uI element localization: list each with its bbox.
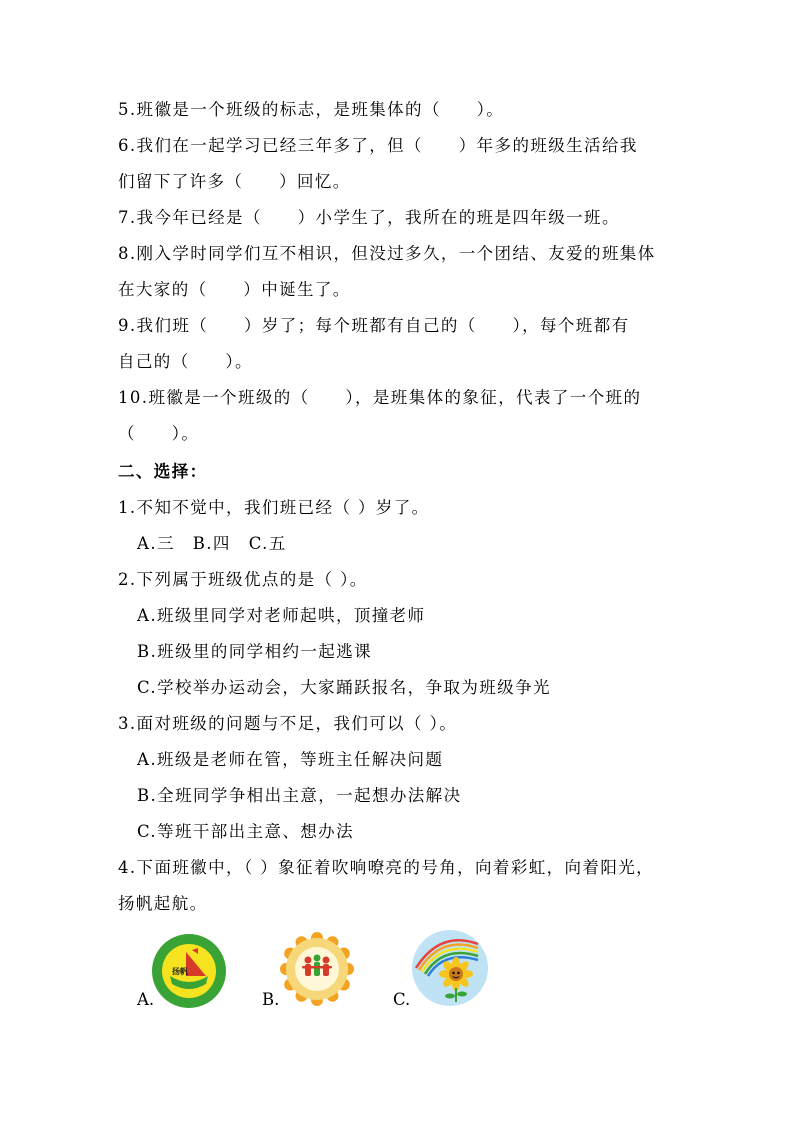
question-3-stem: 3.面对班级的问题与不足，我们可以（ ）。: [118, 714, 458, 733]
emblem-a-text: 扬帆: [172, 967, 188, 976]
fill-blank-line-4: 7.我今年已经是（ ）小学生了，我所在的班是四年级一班。: [118, 208, 620, 227]
fill-blank-line-6: 在大家的（ ）中诞生了。: [118, 280, 351, 299]
fill-blank-line-1: 5.班徽是一个班级的标志，是班集体的（ ）。: [118, 100, 505, 119]
emblem-a-label: A.: [137, 990, 155, 1009]
fill-blank-line-2: 6.我们在一起学习已经三年多了，但（ ）年多的班级生活给我: [118, 136, 638, 155]
fill-blank-line-9: 10.班徽是一个班级的（ ），是班集体的象征，代表了一个班的: [118, 388, 642, 407]
emblem-a-image: [150, 932, 228, 1010]
fill-blank-line-10: （ ）。: [118, 424, 200, 443]
question-2-option-c: C.学校举办运动会，大家踊跃报名，争取为班级争光: [137, 678, 551, 697]
question-3-option-b: B.全班同学争相出主意，一起想办法解决: [137, 786, 462, 805]
question-3-option-a: A.班级是老师在管，等班主任解决问题: [137, 750, 444, 769]
fill-blank-line-5: 8.刚入学时同学们互不相识，但没过多久，一个团结、友爱的班集体: [118, 244, 656, 263]
question-2-option-b: B.班级里的同学相约一起逃课: [137, 642, 372, 661]
emblem-b-people-icon: [302, 955, 332, 977]
section-heading: 二、选择：: [118, 462, 208, 481]
emblem-b-image: [280, 932, 354, 1006]
question-1-stem: 1.不知不觉中，我们班已经（ ）岁了。: [118, 498, 430, 517]
question-4-stem-line-1: 4.下面班徽中，（ ）象征着吹响嘹亮的号角，向着彩虹，向着阳光，: [118, 858, 655, 877]
question-4-stem-line-2: 扬帆起航。: [118, 894, 208, 913]
emblem-c-label: C.: [393, 990, 411, 1009]
emblem-c-image: [410, 928, 490, 1008]
question-2-option-a: A.班级里同学对老师起哄，顶撞老师: [137, 606, 426, 625]
question-2-stem: 2.下列属于班级优点的是（ ）。: [118, 570, 368, 589]
fill-blank-line-7: 9.我们班（ ）岁了；每个班都有自己的（ ），每个班都有: [118, 316, 630, 335]
question-1-options: A.三 B.四 C.五: [137, 534, 287, 553]
question-3-option-c: C.等班干部出主意、想办法: [137, 822, 354, 841]
fill-blank-line-8: 自己的（ ）。: [118, 352, 253, 371]
fill-blank-line-3: 们留下了许多（ ）回忆。: [118, 172, 351, 191]
emblem-b-label: B.: [262, 990, 280, 1009]
